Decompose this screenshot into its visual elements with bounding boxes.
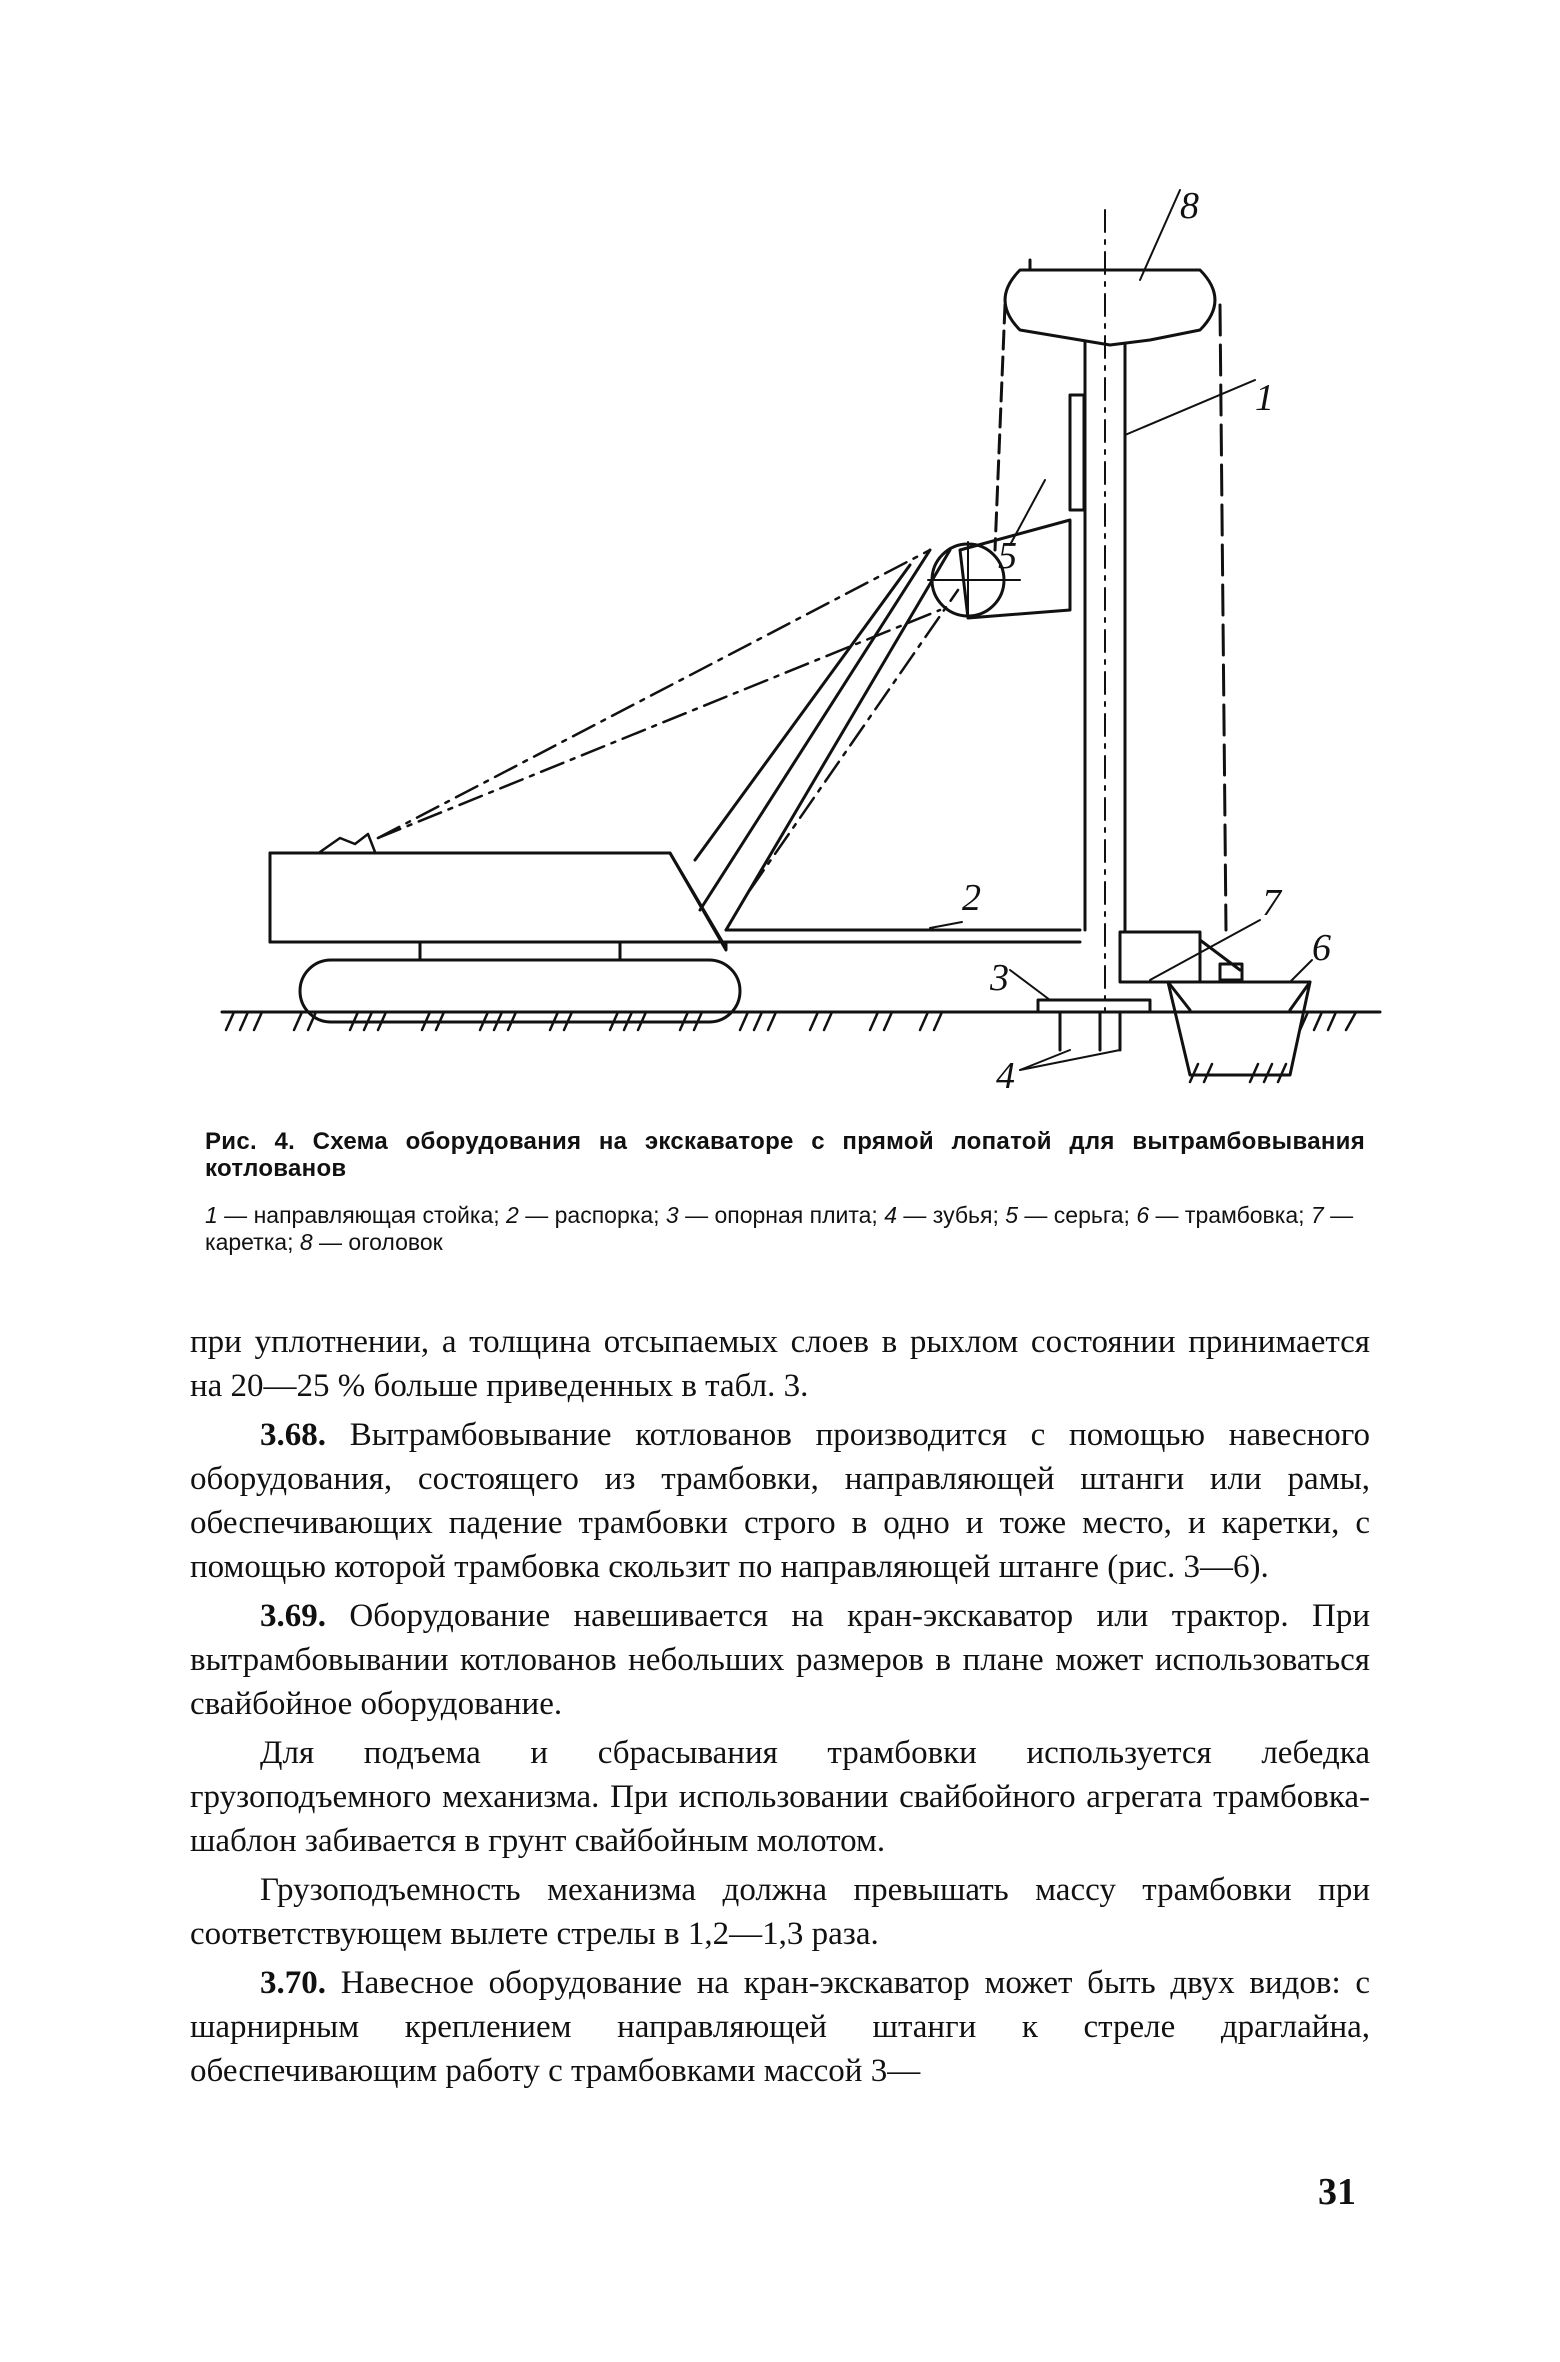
caption-legend bbox=[205, 1202, 1365, 1256]
diagram-svg bbox=[190, 170, 1420, 1130]
cable-lower bbox=[378, 610, 940, 838]
legend-item: 7 — каретка; bbox=[205, 1202, 1354, 1255]
label-3: 3 bbox=[990, 957, 1009, 999]
tamper bbox=[1168, 982, 1310, 1075]
label-1: 1 bbox=[1255, 377, 1274, 419]
label-5: 5 bbox=[998, 535, 1017, 577]
paragraph-3-68: 3.68. Вытрамбовывание котлованов производится с помощью навесного оборудования, состоящего из трамбовки, направляющей штанги или рамы, обеспечивающих падение трамбовки строго в одно и тоже место, и каретки, с помощью которой трамбовка скользит по направляющей штанге (рис. 3—6). bbox=[190, 1417, 1370, 1585]
legend-item: 1 — направляющая стойка; bbox=[205, 1202, 507, 1228]
excavator-diagram bbox=[190, 170, 1420, 1130]
paragraph: Грузоподъемность механизма должна превышать массу трамбовки при соответствующем вылете стрелы в 1,2—1,3 раза. bbox=[190, 1872, 1370, 1952]
label-7: 7 bbox=[1262, 882, 1281, 924]
legend-item: 2 — распорка; bbox=[506, 1202, 666, 1228]
boom bbox=[726, 550, 950, 930]
body-text bbox=[190, 1320, 1370, 2093]
cab-top-detail bbox=[320, 834, 375, 852]
paragraph-3-69: 3.69. Оборудование навешивается на кран-экскаватор или трактор. При вытрамбовывании котлованов небольших размеров в плане может использоваться свайбойное оборудование. bbox=[190, 1598, 1370, 1722]
cable-upper bbox=[378, 550, 930, 838]
base-plate bbox=[1038, 1000, 1150, 1012]
excavator-cab bbox=[270, 853, 726, 950]
figure-caption bbox=[205, 1128, 1365, 1256]
paragraph-3-70: 3.70. Навесное оборудование на кран-экскаватор может быть двух видов: с шарнирным креплением направляющей штанги к стреле драглайна, обеспечивающим работу с трамбовками массой 3— bbox=[190, 1965, 1370, 2089]
caption-title: Рис. 4. Схема оборудования на экскаваторе с прямой лопатой для вытрамбовывания котлованов bbox=[205, 1128, 1365, 1182]
legend-item: 5 — серьга; bbox=[1005, 1202, 1137, 1228]
legend-item: 6 — трамбовка; bbox=[1136, 1202, 1311, 1228]
label-2: 2 bbox=[962, 877, 981, 919]
label-8: 8 bbox=[1180, 185, 1199, 227]
paragraph: Для подъема и сбрасывания трамбовки используется лебедка грузоподъемного механизма. При использовании свайбойного агрегата трамбовка-шаблон забивается в грунт свайбойным молотом. bbox=[190, 1735, 1370, 1859]
page-number: 31 bbox=[1318, 2171, 1356, 2213]
legend-item: 3 — опорная плита; bbox=[665, 1202, 885, 1228]
label-6: 6 bbox=[1312, 927, 1331, 969]
legend-item: 4 — зубья; bbox=[884, 1202, 1006, 1228]
paragraph: при уплотнении, а толщина отсыпаемых слоев в рыхлом состоянии принимается на 20—25 % больше приведенных в табл. 3. bbox=[190, 1324, 1370, 1404]
legend-item: 8 — оголовок bbox=[299, 1229, 443, 1255]
label-4: 4 bbox=[996, 1055, 1015, 1097]
head bbox=[1005, 270, 1215, 345]
